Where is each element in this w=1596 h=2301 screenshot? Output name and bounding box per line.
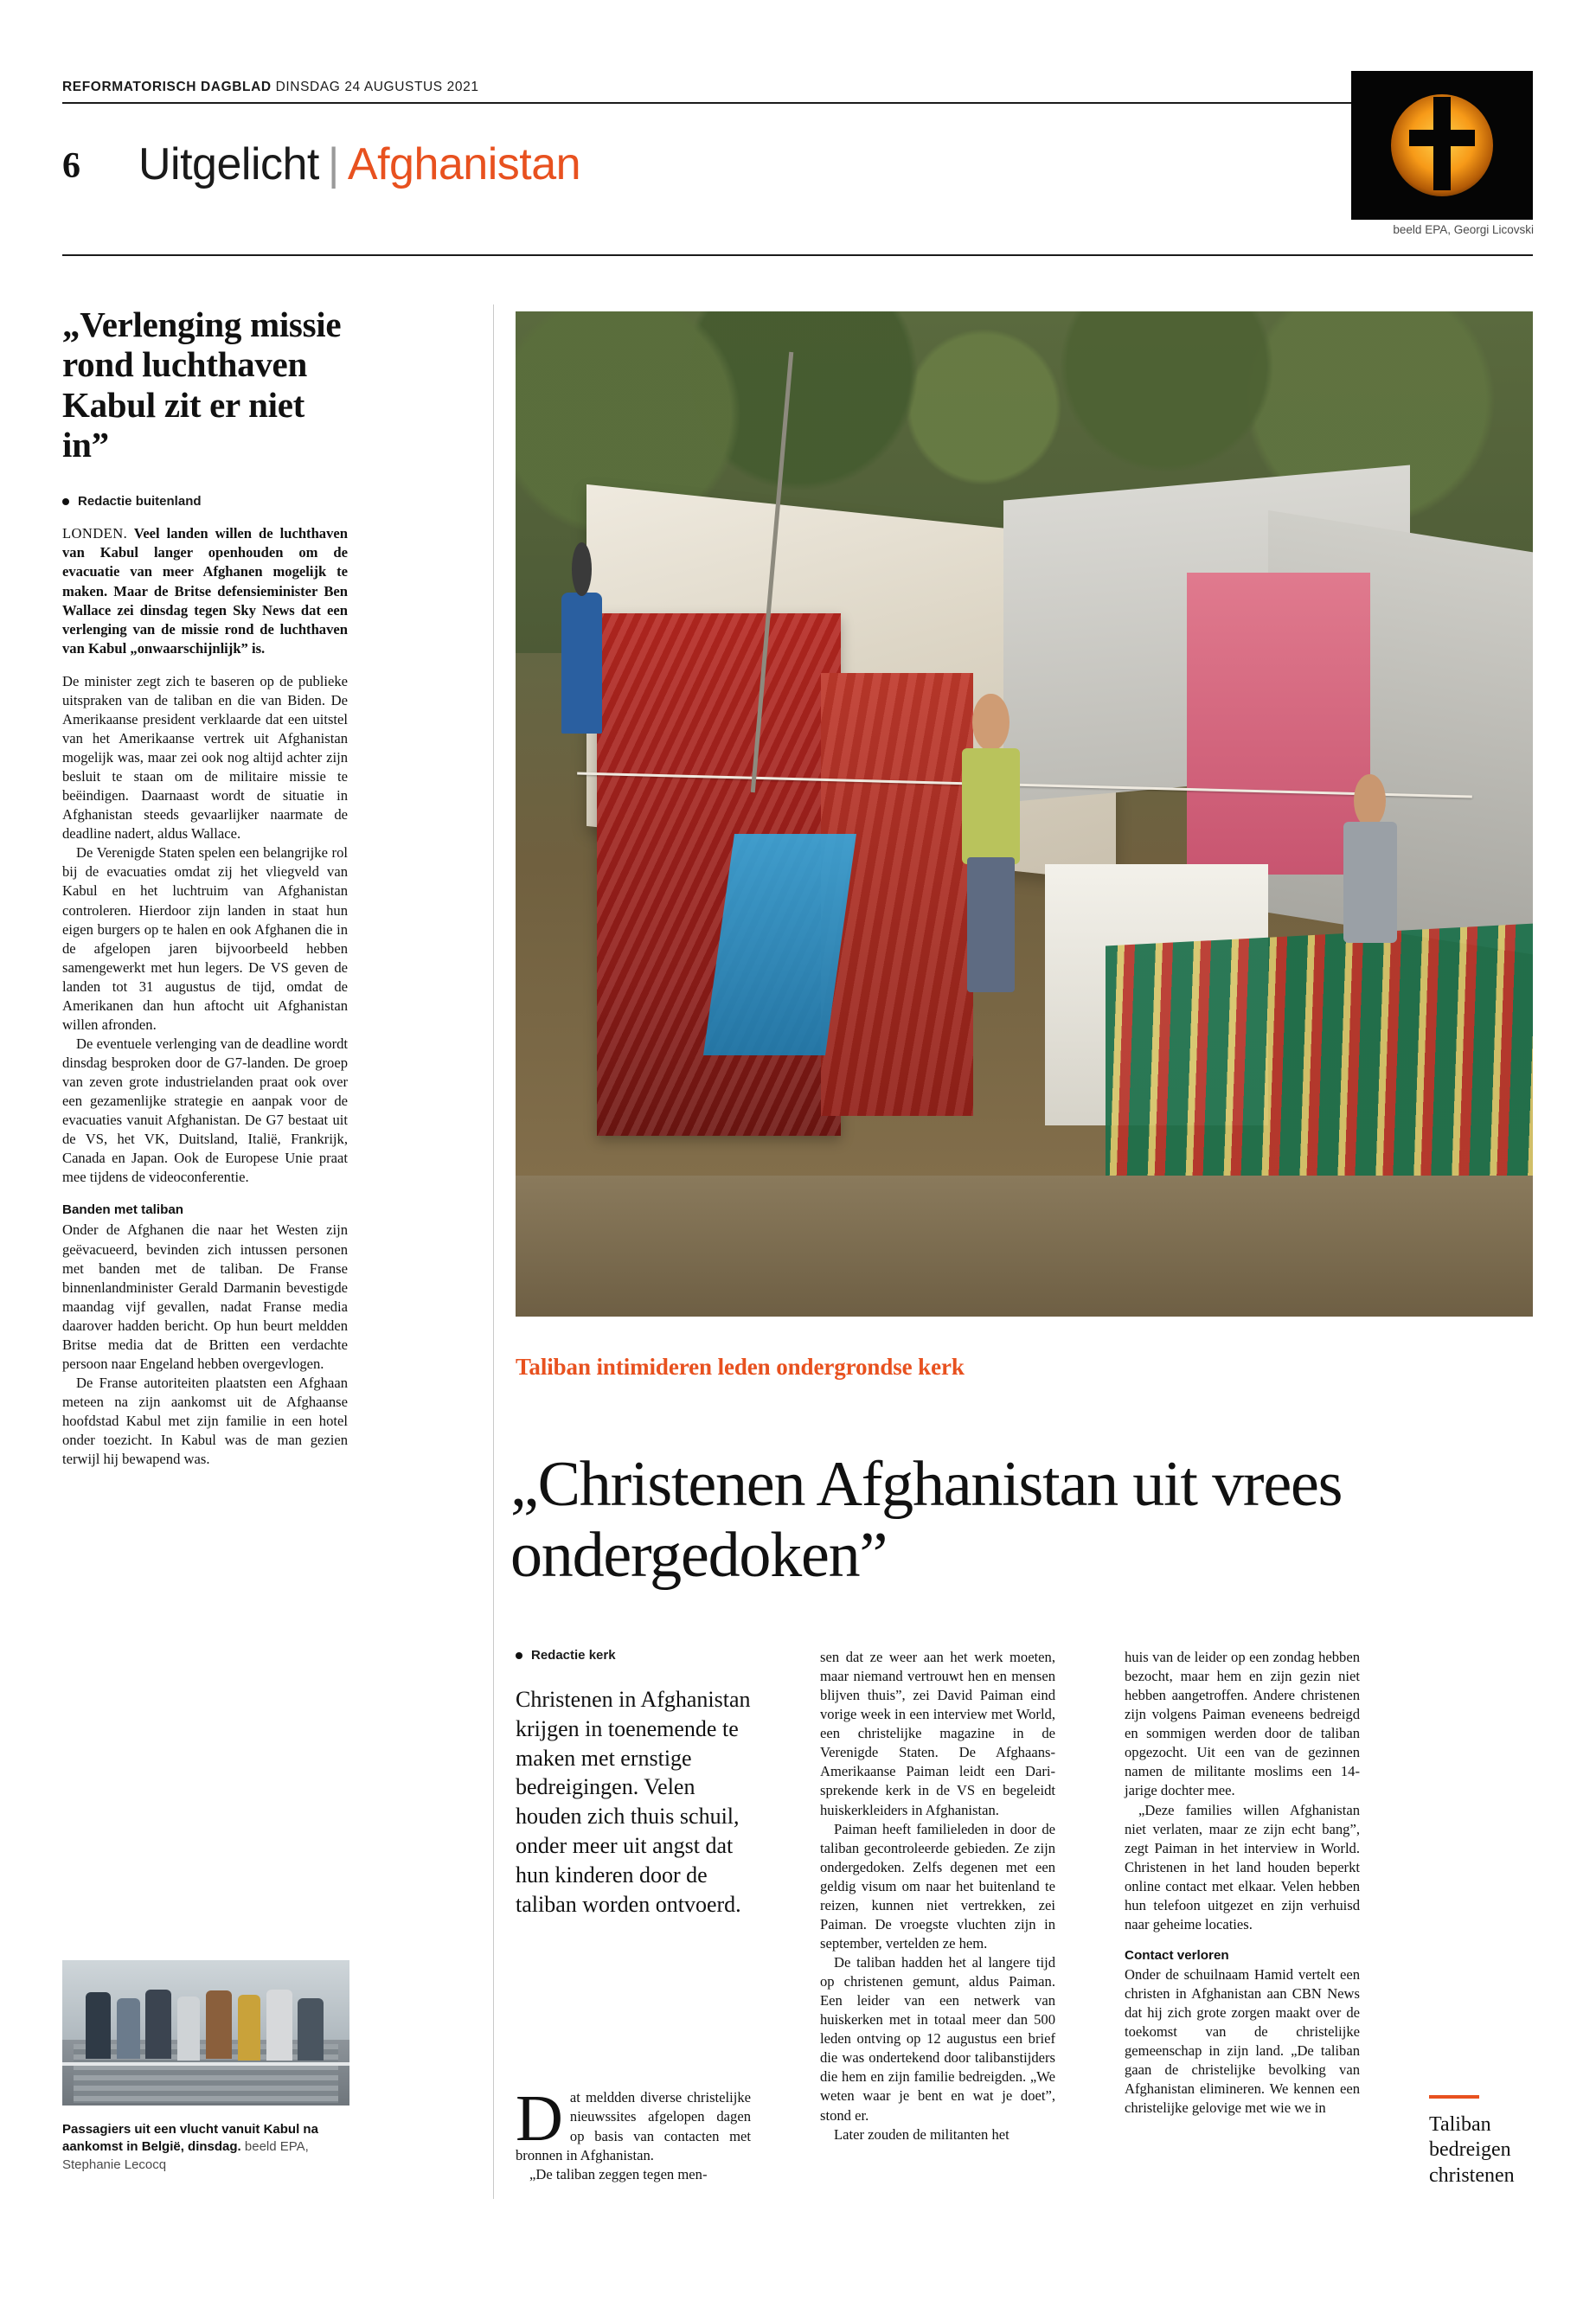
bullet-icon	[62, 498, 69, 505]
photo-person	[86, 1992, 112, 2059]
left-paragraph-2: De Verenigde Staten spelen een belangrijke rol bij de evacuaties omdat zij het vliegveld van Kabul en het luchtruim van Afghanistan controleren. Hierdoor zijn landen in staat hun eigen burgers op te halen en ook Afghanen die in de afgelopen jaren bijvoorbeeld hebben samengewerkt met hun legers. De VS geven de landen tot 31 augustus de tijd, omdat de Amerikanen dan hun aftocht uit Afghanistan willen afronden.	[62, 844, 348, 1033]
masthead	[62, 80, 1360, 95]
section-topic: Afghanistan	[347, 139, 581, 189]
section-name: Uitgelicht	[138, 139, 319, 189]
main-photo	[516, 311, 1533, 1317]
first-paragraph-text: at meldden diverse christelijke nieuwssites afgelopen dagen op basis van contacten met bronnen in Afghanistan.	[516, 2089, 751, 2163]
child-shirt	[1343, 822, 1397, 942]
main-byline	[516, 1648, 751, 1663]
main-headline: „Christenen Afghanistan uit vrees ondergedoken”	[510, 1448, 1343, 1592]
page-number: 6	[62, 146, 80, 186]
left-article	[62, 304, 348, 1469]
main-byline-text: Redactie kerk	[531, 1648, 616, 1663]
left-article-lead	[62, 524, 348, 657]
child-head	[972, 694, 1010, 752]
column-1-paragraph-2: „De taliban zeggen tegen men-	[529, 2165, 708, 2182]
column-2-paragraph-3: De taliban hadden het al langere tijd op christenen gemunt, aldus Paiman. Een leider van een netwerk van huiskerken met in totaal meer dan 500 leden ontving op 12 augustus een brief die was ondertekend door talibanstijders die hem en zijn familie bedreigden. „We weten waar je bent en wat je doet”, stond er.	[820, 1954, 1055, 2124]
column-3-paragraph-1: huis van de leider op een zondag hebben bezocht, maar hem en zijn gezin niet hebben aangetroffen. Andere christenen zijn volgens Paiman eveneens bedreigd en sommigen werden door de taliban opgezocht. Uit een van de gezinnen namen de militante moslims een 14-jarige dochter mee.	[1125, 1649, 1360, 1799]
caption-credit: beeld EPA, Stephanie Lecocq	[62, 2139, 309, 2172]
left-paragraph-3: De eventuele verlenging van de deadline wordt dinsdag besproken door de G7-landen. De groep van zeven grote industrielanden praat ook over een gezamenlijke strategie en aanpak voor de evacuaties vanuit Afghanistan. De G7 bestaat uit de VS, het VK, Duitsland, Italië, Frankrijk, Canada en Japan. Ook de Europese Unie praat mee tijdens de videoconferentie.	[62, 1035, 348, 1186]
secondary-photo	[62, 1960, 349, 2106]
caption-text: Passagiers uit een vlucht vanuit Kabul na aankomst in België, dinsdag.	[62, 2122, 318, 2155]
left-paragraph-4: Onder de Afghanen die naar het Westen zijn geëvacueerd, bevinden zich intussen personen met banden met de taliban. De Franse binnenlandminister Gerald Darmanin bevestigde maandag vijf gevallen, nadat Franse media daarover hadden bericht. Op hun beurt meldden Britse media dat de Britten een verdachte persoon naar Engeland hebben overgevlogen.	[62, 1221, 348, 1372]
child-shirt	[962, 748, 1020, 864]
column-2	[820, 1648, 1055, 2144]
main-kicker: Taliban intimideren leden ondergrondse kerk	[516, 1354, 965, 1380]
column-2-paragraph-2: Paiman heeft familieleden in door de taliban gecontroleerde gebieden. Ze zijn ondergedoken. Zelfs degenen met een geldig visum om naar het buitenland te reizen, kunnen niet vertrekken, zei Paiman. De vroegste vluchten zijn in september, vertelden ze hem.	[820, 1820, 1055, 1952]
photo-person	[145, 1990, 171, 2060]
paper-name: REFORMATORISCH DAGBLAD	[62, 80, 272, 94]
column-2-paragraph-4: Later zouden de militanten het	[834, 2125, 1010, 2143]
drop-cap: D	[516, 2082, 563, 2156]
photo-ground-strip	[516, 1176, 1533, 1317]
column-3-paragraph-3: Onder de schuilnaam Hamid vertelt een christen in Afghanistan aan CBN News dat hij zich grote zorgen maakt over de toekomst van de christelijke gemeenschap in zijn land. „De taliban gaan de christelijke bevolking van Afghanistan elimineren. We kennen een christelijke gelovige met wie we in	[1125, 1965, 1360, 2117]
child-pants	[967, 857, 1015, 992]
photo-person	[206, 1990, 232, 2059]
photo-person	[177, 1997, 201, 2061]
left-paragraph-5: De Franse autoriteiten plaatsten een Afghaan meteen na zijn aankomst uit de Afghaanse hoofdstad Kabul met zijn familie in een hotel onder toezicht. In Kabul was de man gezien terwijl hij bewapend was.	[62, 1374, 348, 1468]
column-2-paragraph-1: sen dat ze weer aan het werk moeten, maar niemand vertrouwt hen en mensen blijven thuis”, zei David Paiman eind vorige week in een interview met World, een christelijke magazine in de Verenigde Staten. De Afghaans-Amerikaanse Paiman leidt een Dari-sprekende kerk in de VS en begeleidt huiskerkleiders in Afghanistan.	[820, 1649, 1055, 1818]
photo-person-standing	[561, 593, 602, 734]
main-standfirst: Christenen in Afghanistan krijgen in toenemende te maken met ernstige bedreigingen. Velen houden zich thuis schuil, onder meer uit angst dat hun kinderen door de taliban worden ontvoerd.	[516, 1687, 751, 1917]
left-article-headline: „Verlenging missie rond luchthaven Kabul zit er niet in”	[62, 304, 342, 465]
lead-text: Veel landen willen de luchthaven van Kabul langer openhouden om de evacuatie van meer Afghanen mogelijk te maken. Maar de Britse defensieminister Ben Wallace zei dinsdag tegen Sky News dat een verlenging van de missie rond de luchthaven van Kabul „onwaarschijnlijk” is.	[62, 525, 348, 657]
column-divider	[493, 304, 494, 2199]
dateline: LONDEN.	[62, 525, 128, 542]
header-bottom-rule	[62, 254, 1533, 256]
photo-person	[238, 1995, 261, 2061]
left-article-byline	[62, 494, 348, 509]
photo-child-seated	[1340, 774, 1401, 1016]
photo-railing	[62, 2062, 349, 2066]
column-1	[516, 1648, 751, 2184]
main-first-paragraph	[516, 2082, 751, 2164]
bullet-icon	[516, 1652, 522, 1659]
photo-person	[266, 1990, 292, 2061]
photo-person	[117, 1998, 140, 2060]
pull-quote-rule	[1429, 2095, 1479, 2099]
section-header	[138, 138, 580, 190]
section-divider: |	[327, 139, 339, 189]
photo-child-standing	[958, 694, 1024, 1016]
pull-quote	[1429, 2095, 1542, 2189]
left-byline-text: Redactie buitenland	[78, 494, 202, 510]
logo-cross-bar-icon	[1409, 130, 1475, 146]
column-3	[1125, 1648, 1360, 2118]
left-subhead: Banden met taliban	[62, 1202, 184, 1218]
left-paragraph-1: De minister zegt zich te baseren op de publieke uitspraken van de taliban en die van Biden. De Amerikaanse president verklaarde dat een uitstel van het Amerikaanse vertrek uit Afghanistan mogelijk was, maar zei ook nog altijd achter zijn besluit te staan om de militaire missie te beëindigen. Daarnaast wordt de situatie in Afghanistan steeds gevaarlijker naarmate de deadline nadert, aldus Wallace.	[62, 672, 348, 843]
column-3-subhead: Contact verloren	[1125, 1947, 1229, 1963]
child-head	[1354, 774, 1386, 827]
secondary-photo-caption	[62, 2121, 349, 2174]
masthead-rule	[62, 102, 1533, 104]
issue-date: DINSDAG 24 AUGUSTUS 2021	[275, 80, 479, 94]
photo-person	[298, 1998, 324, 2061]
column-3-paragraph-2: „Deze families willen Afghanistan niet verlaten, maar ze zijn echt bang”, zegt Paiman in het interview in World. Christenen in het land houden beperkt online contact met elkaar. Velen hebben hun telefoon uitgezet en zijn verhuisd naar geheime locaties.	[1125, 1801, 1360, 1932]
logo-photo-credit: beeld EPA, Georgi Licovski	[1393, 223, 1534, 236]
paper-logo	[1351, 71, 1533, 220]
pull-quote-text: Taliban bedreigen christenen	[1429, 2113, 1515, 2187]
